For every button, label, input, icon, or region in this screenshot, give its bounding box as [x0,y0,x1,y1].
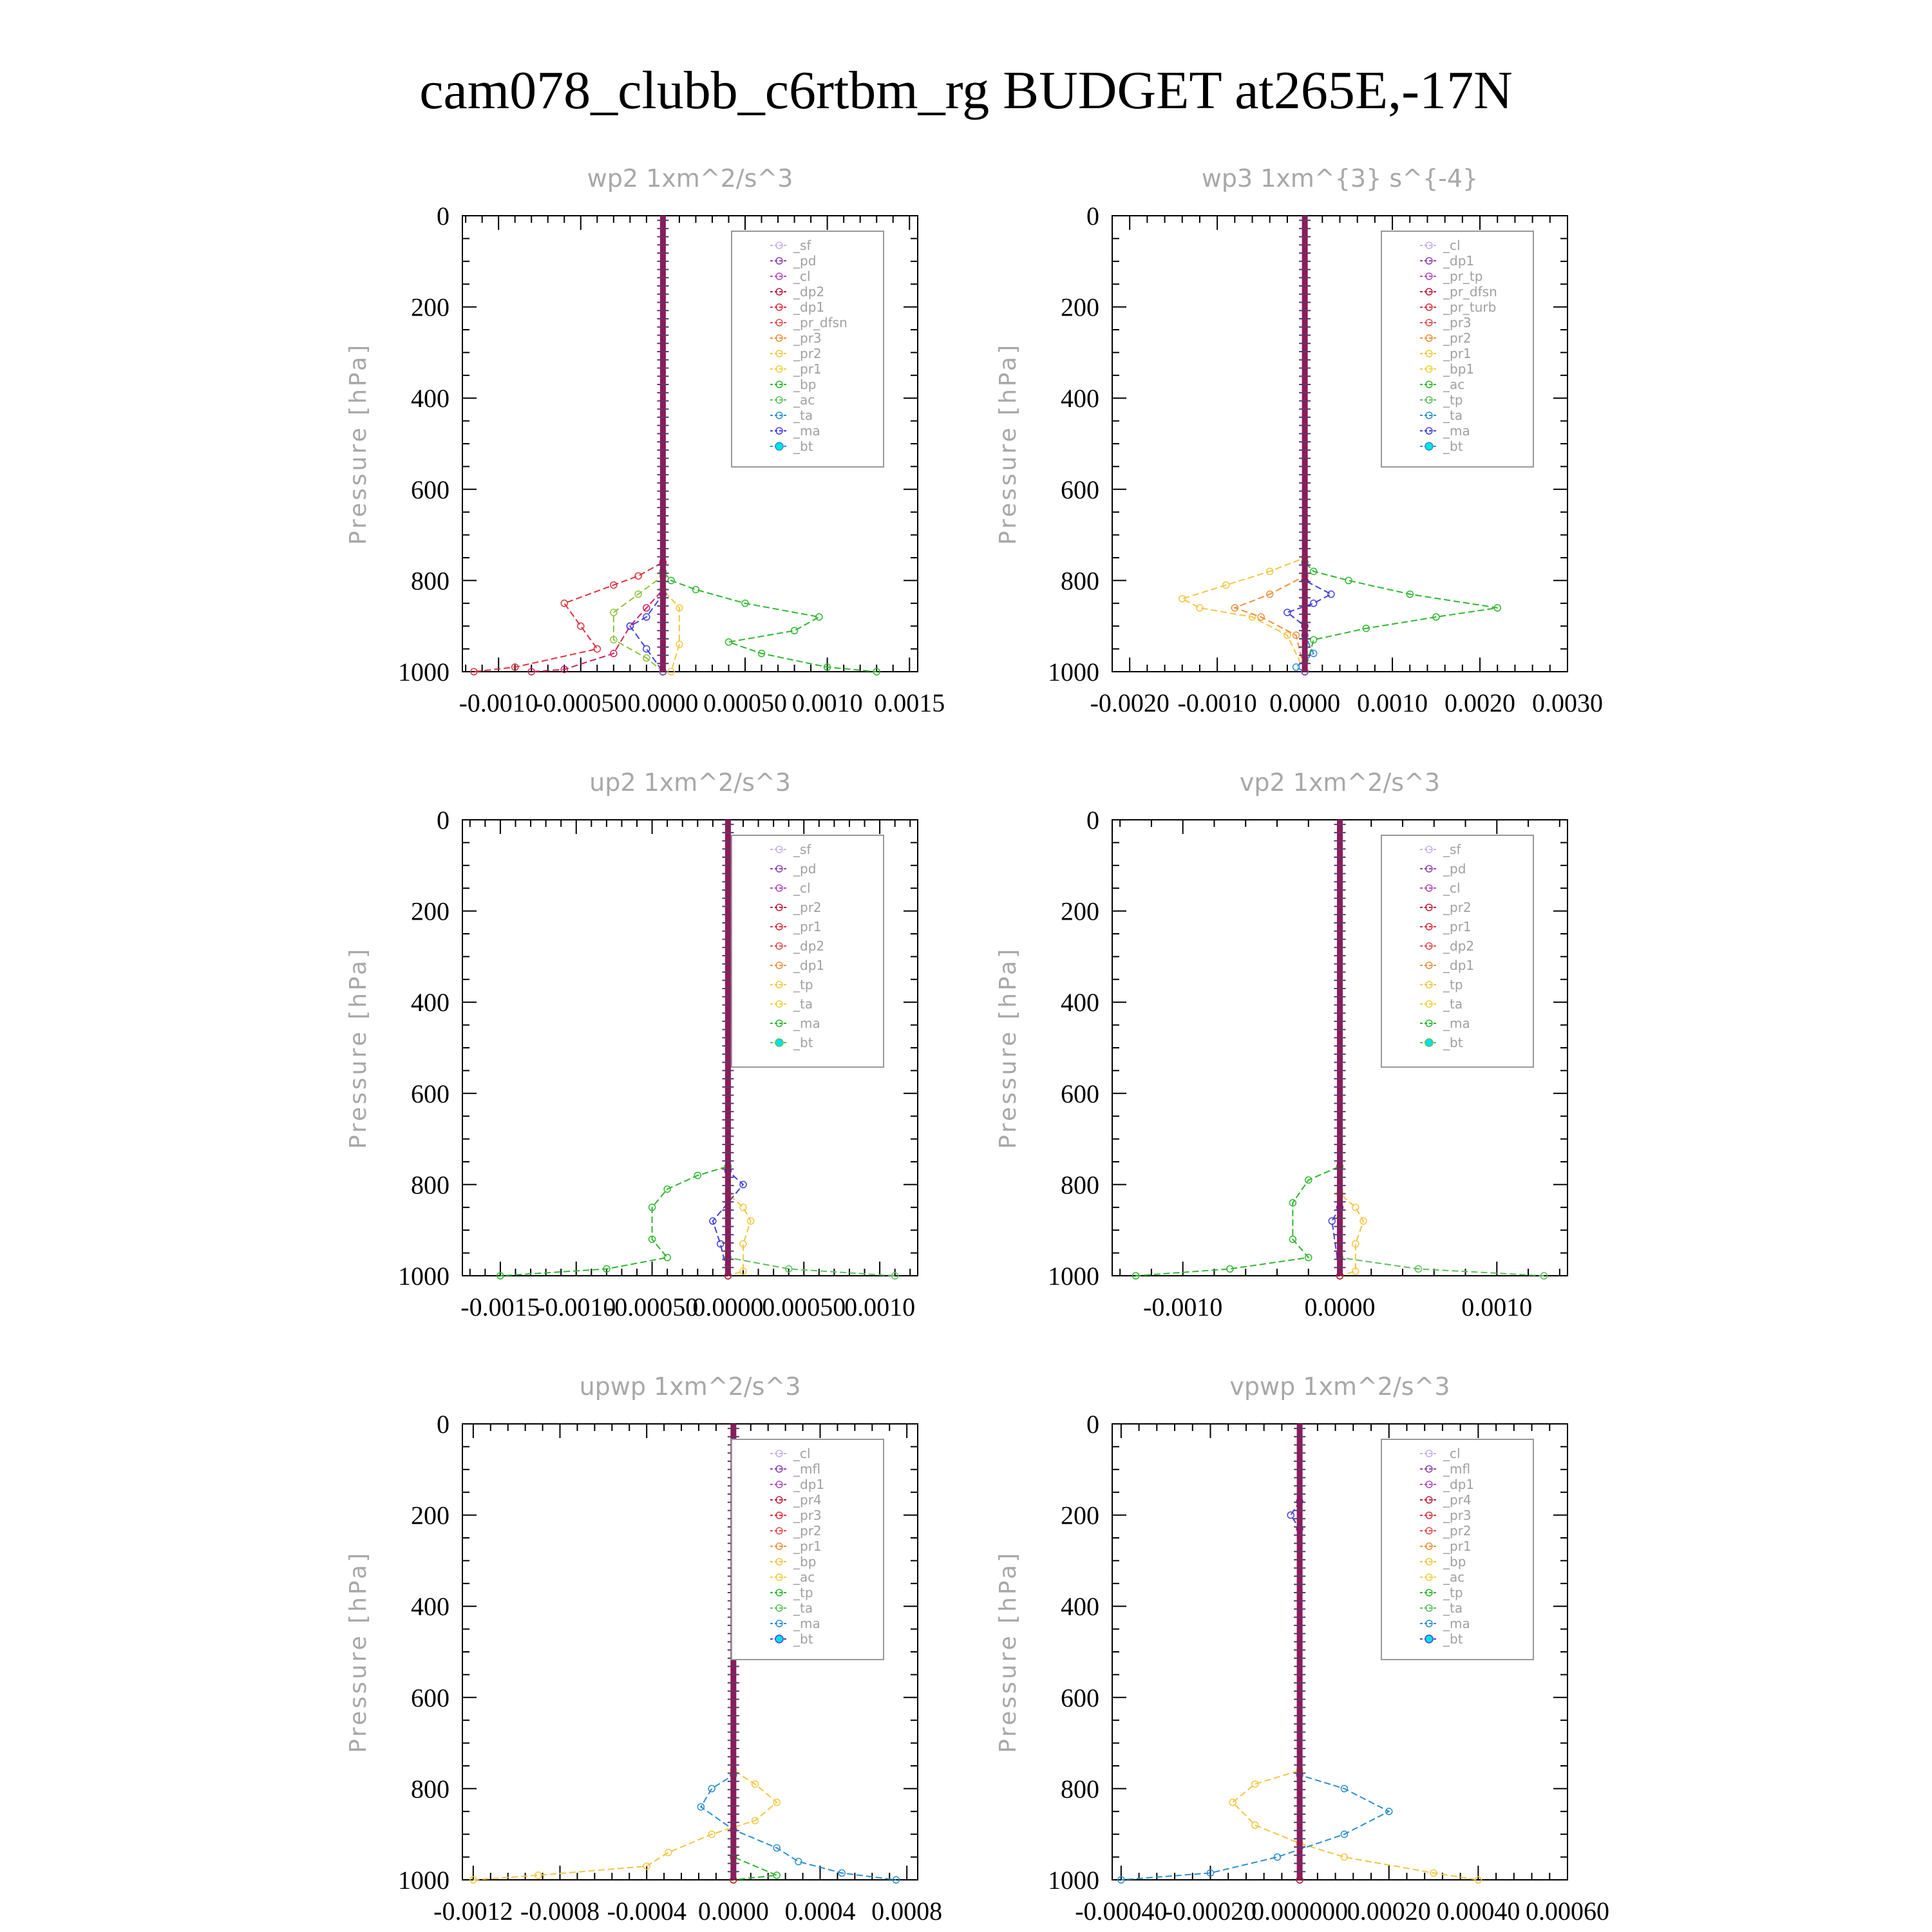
y-tick-label: 800 [1061,566,1099,596]
legend-entry: _pr2 [1443,900,1472,915]
y-tick-label: 0 [1086,1410,1099,1439]
legend-entry: _dp2 [1443,938,1475,954]
x-tick-label: 0.0000 [697,1897,769,1926]
data-point [1229,1799,1236,1806]
legend-entry: _ta [793,1600,813,1616]
chart-panel [345,164,945,717]
y-tick-label: 1000 [1048,1866,1099,1895]
x-tick-label: -0.00020 [1164,1897,1257,1926]
legend-entry: _ta [1443,996,1463,1012]
legend-entry: _bp [793,1554,817,1569]
legend-entry: _pr_dfsn [793,315,848,330]
x-tick-label: -0.0015 [460,1293,540,1321]
legend-entry: _cl [793,1446,811,1461]
y-tick-label: 600 [1061,1683,1099,1712]
x-tick-label: 0.0000 [627,688,699,717]
legend-entry: _pr3 [1443,1508,1472,1523]
x-tick-label: 0.0010 [844,1293,916,1321]
legend-entry: _bt [793,439,813,454]
y-axis-label: Pressure [hPa] [995,1550,1021,1754]
panel-title: vp2 1xm^2/s^3 [1239,768,1441,797]
legend-entry: _bt [1443,1631,1463,1647]
y-tick-label: 0 [1086,806,1099,835]
legend-entry: _sf [1443,842,1461,857]
legend-entry: _dp1 [793,299,825,315]
x-tick-label: 0.0000 [692,1293,764,1321]
x-tick-label: 0.0030 [1532,688,1603,717]
x-tick-label: -0.0010 [1143,1293,1223,1321]
x-tick-label: -0.0010 [536,1293,616,1321]
series-line-ta [1287,216,1331,672]
y-tick-label: 400 [1061,384,1099,413]
x-tick-label: -0.0020 [1090,688,1170,717]
y-axis-label: Pressure [hPa] [345,946,372,1150]
legend-entry: _tp [793,977,813,992]
legend-entry: _ac [1443,377,1465,392]
legend-entry: _tp [1443,977,1463,992]
y-tick-label: 400 [1061,988,1099,1018]
series-line-pr1 [1182,216,1305,672]
y-axis-label: Pressure [hPa] [345,1550,372,1754]
legend-entry: _pr1 [793,361,822,377]
legend-entry: _pr3 [793,330,822,346]
series-line-dp2 [531,216,663,672]
y-axis-label: Pressure [hPa] [995,946,1021,1150]
y-tick-label: 1000 [398,658,450,687]
legend-entry: _pr4 [1443,1492,1472,1508]
y-tick-label: 400 [411,1592,450,1622]
legend-marker [775,442,783,450]
data-point [665,1850,672,1856]
legend-entry: _pr2 [793,900,822,915]
legend-entry: _dp2 [793,938,825,954]
x-tick-label: 0.0000 [1304,1293,1376,1321]
x-tick-label: -0.0008 [520,1897,600,1926]
legend-entry: _dp2 [793,284,825,299]
y-tick-label: 200 [1061,1501,1099,1530]
legend-entry: _pr4 [793,1492,822,1508]
x-tick-label: -0.00050 [535,688,627,717]
y-axis-label: Pressure [hPa] [345,342,372,545]
series-line-tp [1121,1424,1389,1880]
legend-entry: _ta [1443,1600,1463,1616]
data-point [1252,1781,1258,1787]
y-tick-label: 200 [1061,292,1099,322]
panel-title: wp2 1xm^2/s^3 [587,164,793,193]
legend-entry: _ac [793,1569,815,1585]
y-tick-label: 200 [1061,896,1099,926]
y-tick-label: 1000 [1048,1262,1099,1291]
x-tick-label: 0.0010 [791,688,863,717]
y-tick-label: 200 [411,1501,450,1530]
data-point [1252,1822,1258,1828]
x-tick-label: -0.0010 [459,688,538,717]
x-tick-label: 0.0020 [1444,688,1516,717]
legend-entry: _bp1 [1443,361,1475,377]
x-tick-label: -0.0012 [433,1897,513,1926]
x-tick-label: 0.00040 [1436,1897,1520,1926]
series-line-dp1 [1136,820,1340,1276]
y-tick-label: 600 [411,1683,450,1712]
legend-entry: _bt [793,1035,813,1050]
legend-entry: _ta [793,408,813,423]
legend-entry: _pd [793,861,817,876]
data-point [561,600,567,607]
panel-title: vpwp 1xm^2/s^3 [1229,1372,1450,1401]
y-tick-label: 0 [1086,202,1099,231]
legend-marker [1425,1039,1433,1046]
legend-entry: _cl [793,269,811,284]
legend-entry: _pd [793,253,817,269]
legend-entry: _pr1 [793,1539,822,1554]
chart-panel [345,1372,942,1926]
legend-entry: _bp [1443,1554,1466,1569]
y-tick-label: 0 [437,1410,450,1439]
legend-entry: _cl [793,880,811,896]
chart-panel [345,768,918,1321]
legend-marker [775,1039,783,1046]
legend-entry: _pr2 [1443,1523,1472,1539]
y-tick-label: 0 [437,202,450,231]
legend-entry: _pr3 [793,1508,822,1523]
y-tick-label: 800 [1061,1170,1099,1200]
x-tick-label: 0.0004 [784,1897,856,1926]
legend-entry: _bt [1443,1035,1463,1050]
x-tick-label: 0.00060 [1526,1897,1609,1926]
panel-title: up2 1xm^2/s^3 [589,768,791,797]
legend-entry: _bt [793,1631,813,1647]
data-point [773,1872,780,1879]
data-point [1293,664,1300,670]
legend-entry: _sf [793,238,811,253]
legend-entry: _ma [1443,1016,1470,1031]
data-point [1284,609,1291,616]
legend-entry: _pr1 [1443,919,1472,934]
legend-entry: _ma [793,423,820,439]
x-tick-label: 0.0010 [1461,1293,1533,1321]
y-tick-label: 400 [411,384,450,413]
legend-marker [1425,1635,1433,1643]
legend-entry: _bp [793,377,817,392]
x-tick-label: -0.0010 [1177,688,1257,717]
x-tick-label: 0.0010 [1357,688,1428,717]
x-tick-label: 0.0008 [871,1897,943,1926]
legend-entry: _pr_turb [1443,299,1497,315]
y-axis-label: Pressure [hPa] [995,342,1021,545]
main-title: cam078_clubb_c6rtbm_rg BUDGET at265E,-17N [419,61,1513,120]
y-tick-label: 800 [411,1774,450,1804]
legend-entry: _pr2 [793,1523,822,1539]
series-line-ta [630,216,663,672]
legend-entry: _pr1 [1443,1539,1472,1554]
data-point [1328,591,1334,598]
legend-entry: _dp1 [1443,958,1475,973]
y-tick-label: 400 [1061,1592,1099,1622]
y-tick-label: 400 [411,988,450,1018]
x-tick-label: 0.000000 [1251,1897,1349,1926]
series-line-dp1 [474,216,663,672]
legend-entry: _pr1 [793,919,822,934]
legend-entry: _dp1 [1443,1477,1475,1492]
legend-entry: _bt [1443,439,1463,454]
data-point [1179,596,1186,602]
x-tick-label: 0.00050 [762,1293,846,1321]
y-tick-label: 200 [411,896,450,926]
data-point [578,623,584,629]
data-point [1311,600,1317,607]
x-tick-label: -0.00040 [1075,1897,1168,1926]
legend-entry: _pd [1443,861,1466,876]
series-line-pr2 [1235,216,1305,672]
data-point [740,1204,746,1211]
panel-title: upwp 1xm^2/s^3 [579,1372,801,1401]
data-point [708,1785,715,1792]
y-tick-label: 600 [411,1079,450,1108]
legend-marker [775,1635,783,1643]
y-tick-label: 800 [411,1170,450,1200]
legend-entry: _ma [793,1616,820,1631]
legend-entry: _cl [1443,880,1461,896]
legend-entry: _mfl [793,1461,821,1477]
series-line-dp1 [500,820,728,1276]
chart-panel [995,164,1603,717]
x-tick-label: 0.0015 [874,688,945,717]
legend-entry: _pr3 [1443,315,1472,330]
y-tick-label: 200 [411,292,450,322]
legend-entry: _ma [1443,423,1470,439]
x-tick-label: 0.00050 [703,688,788,717]
y-tick-label: 1000 [1048,658,1099,687]
y-tick-label: 600 [1061,475,1099,504]
legend-entry: _sf [793,842,811,857]
legend-entry: _pr2 [793,346,822,361]
legend-entry: _ac [1443,1569,1465,1585]
y-tick-label: 800 [411,566,450,596]
y-tick-label: 600 [1061,1079,1099,1108]
data-point [635,573,641,579]
y-tick-label: 1000 [398,1866,450,1895]
y-tick-label: 0 [437,806,450,835]
x-tick-label: 0.00020 [1347,1897,1431,1926]
data-point [1287,1512,1294,1519]
x-tick-label: -0.00050 [605,1293,699,1321]
legend-entry: _cl [1443,1446,1461,1461]
y-tick-label: 1000 [398,1262,450,1291]
legend-entry: _ma [1443,1616,1470,1631]
legend-entry: _pr_dfsn [1443,284,1497,299]
legend-entry: _ac [793,392,815,408]
legend-entry: _tp [793,1585,813,1600]
data-point [643,646,650,652]
x-tick-label: -0.0004 [607,1897,687,1926]
legend-entry: _dp1 [793,958,825,973]
chart-panel [995,1372,1609,1926]
x-tick-label: 0.0000 [1269,688,1341,717]
y-tick-label: 600 [411,475,450,504]
legend-entry: _pr2 [1443,330,1472,346]
legend-entry: _cl [1443,238,1461,253]
chart-panel [995,768,1567,1321]
legend-entry: _tp [1443,392,1463,408]
legend-entry: _dp1 [1443,253,1475,269]
panel-title: wp3 1xm^{3} s^{-4} [1201,164,1479,193]
legend-entry: _pr1 [1443,346,1472,361]
legend-entry: _tp [1443,1585,1463,1600]
data-point [1352,1204,1359,1211]
legend-marker [1425,442,1433,450]
legend-entry: _ta [793,996,813,1012]
legend-entry: _ta [1443,408,1463,423]
series-line-pr1 [614,216,663,672]
legend-entry: _ma [793,1016,820,1031]
y-tick-label: 800 [1061,1774,1099,1804]
legend-entry: _pr_tp [1443,269,1483,284]
legend-entry: _mfl [1443,1461,1471,1477]
legend-entry: _dp1 [793,1477,825,1492]
